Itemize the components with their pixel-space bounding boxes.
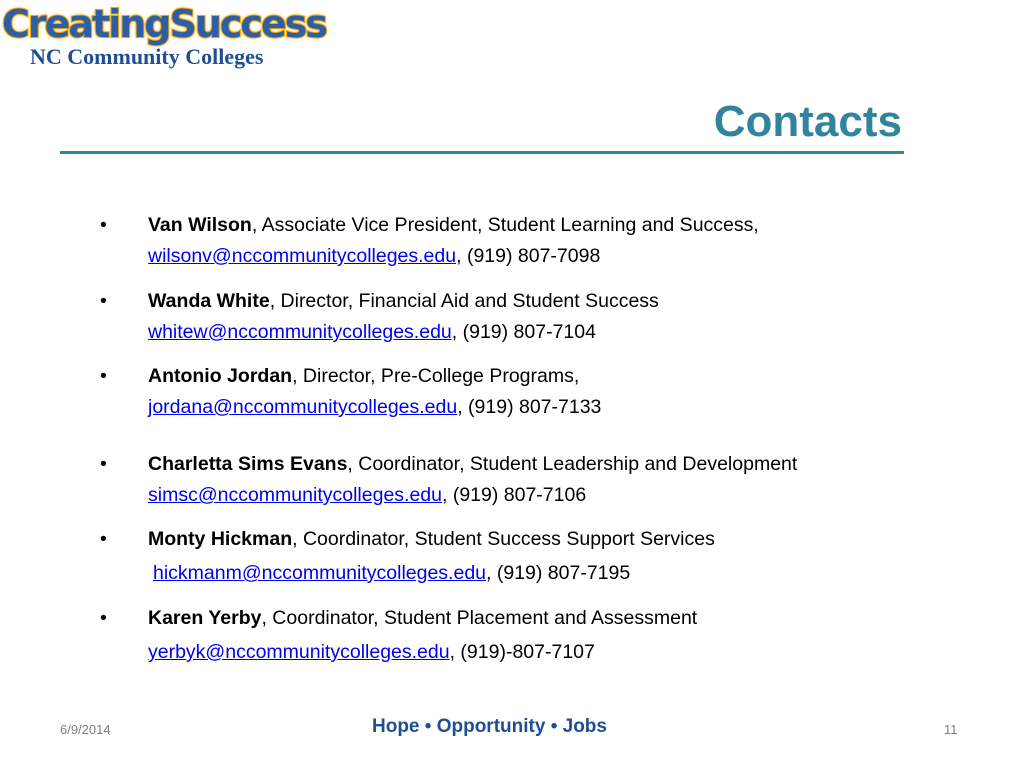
- footer-tagline: Hope • Opportunity • Jobs: [372, 716, 607, 737]
- contact-line: [148, 361, 948, 392]
- contact-role: , Coordinator, Student Success Support Services: [292, 528, 715, 550]
- contact-line: [148, 558, 948, 589]
- contact-email-link[interactable]: whitew@nccommunitycolleges.edu: [148, 321, 452, 343]
- contact-email-link[interactable]: jordana@nccommunitycolleges.edu: [148, 396, 458, 418]
- contact-email-link[interactable]: wilsonv@nccommunitycolleges.edu: [148, 245, 457, 267]
- contact-phone: , (919) 807-7104: [451, 321, 596, 343]
- contact-body: [148, 361, 948, 423]
- bullet-icon: •: [100, 365, 107, 387]
- contact-body: [148, 449, 948, 511]
- contact-phone: , (919) 807-7098: [456, 245, 601, 267]
- logo-main-text: CreatingSuccess: [2, 2, 326, 46]
- contact-name: Antonio Jordan: [148, 365, 293, 387]
- contact-line: [148, 524, 948, 555]
- contact-line: [148, 210, 948, 241]
- contact-email-link[interactable]: hickmanm@nccommunitycolleges.edu: [153, 562, 487, 584]
- contact-name: Charletta Sims Evans: [148, 453, 348, 475]
- contact-line: [148, 392, 948, 423]
- contact-role: , Director, Financial Aid and Student Success: [269, 290, 659, 312]
- bullet-icon: •: [100, 607, 107, 629]
- logo-sub-text: NC Community Colleges: [30, 44, 264, 69]
- page-number: 11: [944, 722, 958, 737]
- contact-phone: , (919)-807-7107: [449, 641, 595, 663]
- contact-role: , Associate Vice President, Student Learning and Success,: [251, 214, 759, 236]
- contact-line: [148, 480, 948, 511]
- contact-line: [148, 449, 948, 480]
- contact-name: Van Wilson: [148, 214, 252, 236]
- contact-line: [148, 286, 948, 317]
- contact-line: [148, 241, 948, 272]
- contact-body: [148, 210, 948, 272]
- contact-role: , Coordinator, Student Leadership and Development: [347, 453, 798, 475]
- page-title: Contacts: [713, 97, 902, 146]
- contact-role: , Coordinator, Student Placement and Assessment: [261, 607, 698, 629]
- contact-name: Monty Hickman: [148, 528, 293, 550]
- title-divider: [60, 151, 904, 154]
- bullet-icon: •: [100, 214, 107, 236]
- contact-phone: , (919) 807-7195: [486, 562, 631, 584]
- contact-body: [148, 524, 948, 589]
- contact-body: [148, 286, 948, 348]
- contact-line: [148, 317, 948, 348]
- contact-name: Wanda White: [148, 290, 270, 312]
- bullet-icon: •: [100, 528, 107, 550]
- bullet-icon: •: [100, 453, 107, 475]
- bullet-icon: •: [100, 290, 107, 312]
- contact-role: , Director, Pre-College Programs,: [292, 365, 580, 387]
- footer-date: 6/9/2014: [60, 722, 111, 737]
- contact-email-link[interactable]: yerbyk@nccommunitycolleges.edu: [148, 641, 450, 663]
- contact-phone: , (919) 807-7106: [442, 484, 587, 506]
- contact-line: [148, 603, 948, 634]
- contact-line: [148, 637, 948, 668]
- contact-email-link[interactable]: simsc@nccommunitycolleges.edu: [148, 484, 442, 506]
- contact-phone: , (919) 807-7133: [457, 396, 602, 418]
- contact-name: Karen Yerby: [148, 607, 262, 629]
- contact-body: [148, 603, 948, 668]
- logo: [2, 2, 342, 74]
